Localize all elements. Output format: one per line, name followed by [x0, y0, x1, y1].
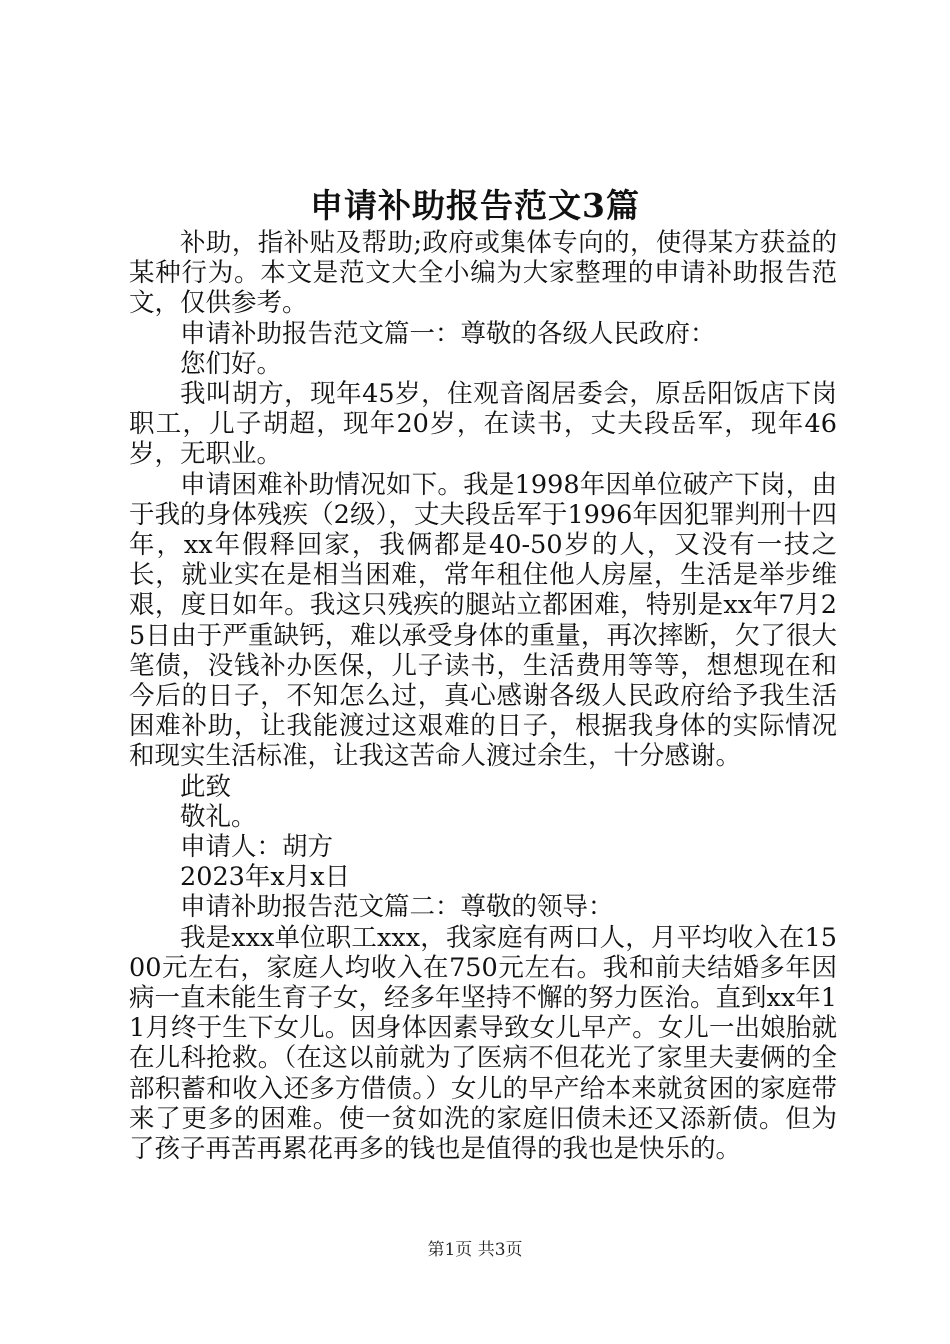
paragraph-heading-two: 申请补助报告范文篇二：尊敬的领导：	[180, 892, 614, 923]
paragraph-situation-two: 我是xxx单位职工xxx，我家庭有两口人，月平均收入在1500元左右，家庭人均收入在750元左右。我和前夫结婚多年因病一直未能生育子女，经多年坚持不懈的努力医治。直到xx年11月终于生下女儿。因身体因素导致女儿早产。女儿一出娘胎就在儿科抢救。（在这以前就为了医病不但花光了家里夫妻俩的全部积蓄和收入还多方借债。）女儿的早产给本来就贫困的家庭带来了更多的困难。使一贫如洗的家庭旧债未还又添新债。但为了孩子再苦再累花再多的钱也是值得的我也是快乐的。	[129, 922, 837, 1165]
paragraph-heading-one: 申请补助报告范文篇一：尊敬的各级人民政府：	[180, 318, 716, 349]
paragraph-self-intro: 我叫胡方，现年45岁，住观音阁居委会，原岳阳饭店下岗职工，儿子胡超，现年20岁，在读书，丈夫段岳军，现年46岁，无职业。	[129, 379, 837, 470]
paragraph-salute: 敬礼。	[180, 801, 257, 832]
paragraph-applicant: 申请人：胡方	[180, 832, 334, 863]
paragraph-greeting: 您们好。	[180, 348, 283, 379]
document-title: 申请补助报告范文3篇	[310, 186, 640, 225]
paragraph-date: 2023年x月x日	[180, 862, 351, 893]
paragraph-situation: 申请困难补助情况如下。我是1998年因单位破产下岗，由于我的身体残疾（2级），丈夫段岳军于1996年因犯罪判刑十四年，xx年假释回家，我俩都是40-50岁的人，又没有一技之长，就业实在是相当困难，常年租住他人房屋，生活是举步维艰，度日如年。我这只残疾的腿站立都困难，特别是xx年7月25日由于严重缺钙，难以承受身体的重量，再次摔断，欠了很大笔债，没钱补办医保，儿子读书，生活费用等等，想想现在和今后的日子，不知怎么过，真心感谢各级人民政府给予我生活困难补助，让我能渡过这艰难的日子，根据我身体的实际情况和现实生活标准，让我这苦命人渡过余生，十分感谢。	[129, 469, 837, 772]
paragraph-intro: 补助，指补贴及帮助;政府或集体专向的，使得某方获益的某种行为。本文是范文大全小编为大家整理的申请补助报告范文，仅供参考。	[129, 228, 837, 319]
document-body	[129, 228, 837, 1164]
page-footer: 第1页 共3页	[427, 1240, 523, 1260]
paragraph-closing: 此致	[180, 771, 232, 802]
